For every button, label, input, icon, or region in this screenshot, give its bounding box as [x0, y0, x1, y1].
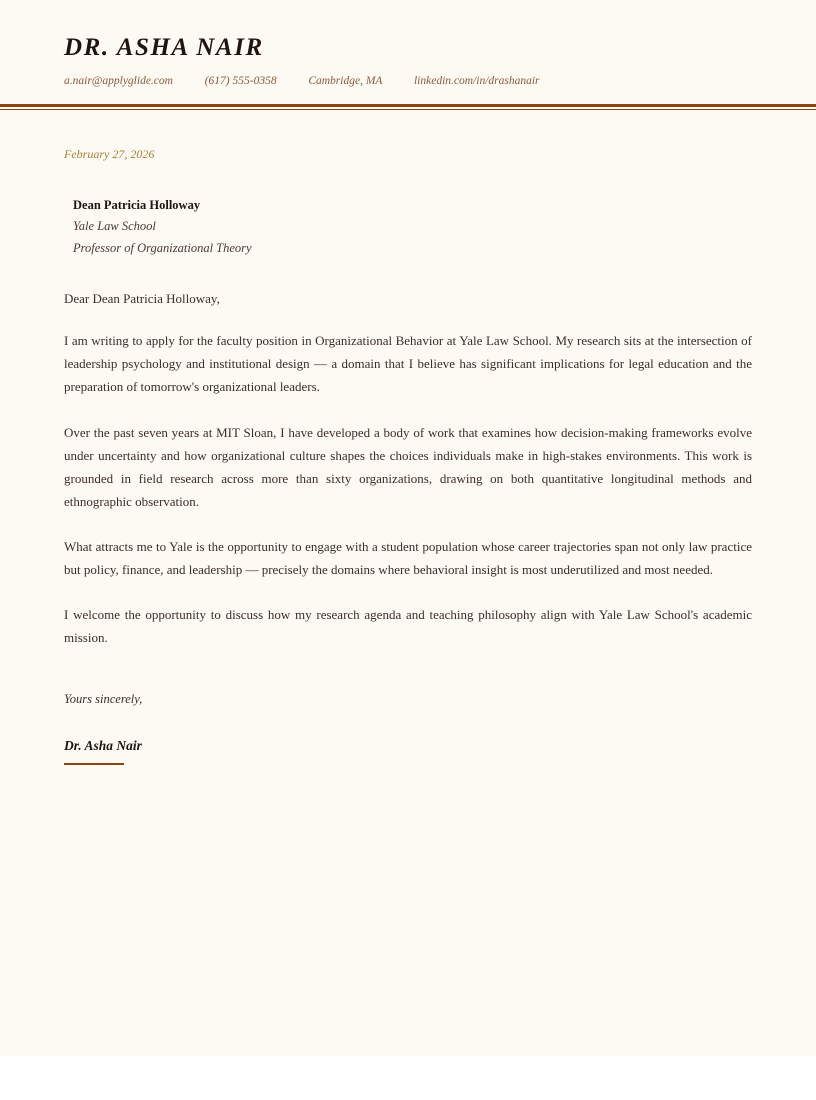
recipient-block: [64, 195, 752, 261]
recipient-title: Professor of Organizational Theory: [73, 241, 252, 256]
contact-location: Cambridge, MA: [308, 74, 383, 87]
closing-salutation: Yours sincerely,: [64, 691, 143, 706]
header-divider-thin: [0, 109, 816, 110]
body-paragraph: What attracts me to Yale is the opportunity to engage with a student population whose career trajectories span not only law practice but policy, finance, and leadership — precisely the domains where behavioral insight is most underutilized and most needed.: [64, 539, 752, 578]
salutation: Dear Dean Patricia Holloway,: [64, 291, 220, 307]
recipient-name: Dean Patricia Holloway: [73, 197, 201, 212]
recipient-organization: Yale Law School: [73, 219, 156, 234]
letter-body: [0, 147, 816, 765]
contact-linkedin[interactable]: linkedin.com/in/drashanair: [413, 74, 540, 87]
contact-email[interactable]: a.nair@applyglide.com: [64, 74, 173, 87]
body-paragraph: Over the past seven years at MIT Sloan, I have developed a body of work that examines how decision-making frameworks evolve under uncertainty and how organizational culture shapes the choices individuals make in high-stakes environments. This work is grounded in field research across more than sixty organizations, drawing on both quantitative longitudinal methods and ethnographic observation.: [64, 424, 752, 509]
signature-rule: [64, 763, 124, 765]
letter-date: February 27, 2026: [64, 146, 155, 161]
header-divider: [0, 104, 816, 110]
body-paragraph: I am writing to apply for the faculty position in Organizational Behavior at Yale Law School. My research sits at the intersection of leadership psychology and institutional design — a domain that I believe has significant implications for legal education and the preparation of tomorrow's organizational leaders.: [64, 333, 752, 395]
letterhead: [0, 0, 816, 87]
contact-line: [64, 75, 752, 87]
page-title: DR. ASHA NAIR: [64, 34, 264, 61]
contact-phone[interactable]: (617) 555-0358: [204, 74, 277, 87]
signature-name: Dr. Asha Nair: [64, 737, 142, 753]
body-paragraph: I welcome the opportunity to discuss how my research agenda and teaching philosophy align with Yale Law School's academic mission.: [64, 607, 752, 646]
